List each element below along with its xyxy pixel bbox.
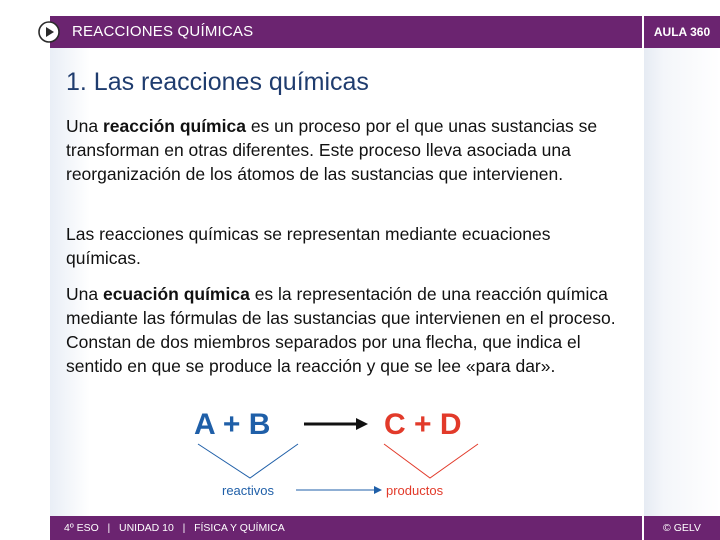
products-bracket	[384, 444, 478, 478]
section-title: REACCIONES QUÍMICAS	[72, 23, 254, 40]
right-side-panel	[644, 48, 720, 516]
paragraph-representation: Las reacciones químicas se representan mediante ecuaciones químicas.	[66, 224, 551, 268]
reactants-label: reactivos	[222, 483, 275, 498]
label-arrow-head-icon	[374, 486, 382, 494]
term-reaccion-quimica: reacción química	[102, 116, 246, 136]
play-circle-icon[interactable]	[38, 21, 60, 43]
brand-label: AULA 360	[653, 25, 711, 39]
reactants-bracket	[198, 444, 298, 478]
arrow-head-icon	[356, 418, 368, 430]
text-run: es un proceso por el que unas sustancias se transforman en otras diferentes. Este proceso lleva asociada una reorganización de los átomos de las sustancias que intervienen.	[66, 116, 598, 184]
reactants-formula: A + B	[194, 408, 271, 441]
page-title: 1. Las reacciones químicas	[66, 68, 369, 96]
paragraph-equation	[66, 282, 626, 378]
text-run: Una	[66, 284, 103, 304]
products-formula: C + D	[384, 408, 462, 441]
footer-copyright: © GELV	[663, 522, 701, 534]
paragraph-definition	[66, 114, 626, 186]
left-margin	[0, 0, 50, 540]
text-run: Una	[66, 116, 103, 136]
vertical-divider	[642, 16, 644, 540]
text-run: es la representación de una reacción química mediante las fórmulas de las sustancias que intervienen en el proceso. Constan de dos miembros separados por una flecha, que indica el sentido en que se produce la reacción y que se lee «para dar».	[66, 284, 616, 376]
footer-course-info: 4º ESO | UNIDAD 10 | FÍSICA Y QUÍMICA	[64, 522, 285, 534]
equation-diagram	[188, 404, 484, 502]
products-label: productos	[386, 483, 444, 498]
term-ecuacion-quimica: ecuación química	[102, 284, 250, 304]
equation-svg	[188, 404, 484, 502]
